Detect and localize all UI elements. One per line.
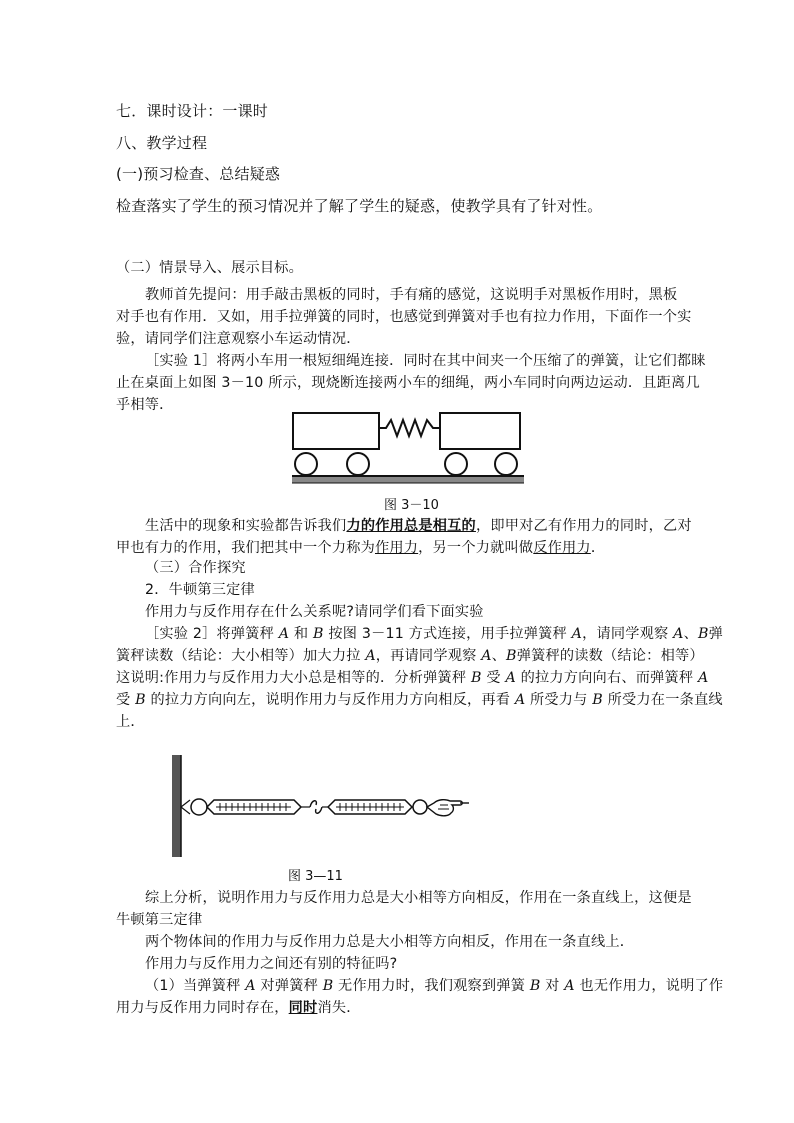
paragraph-life-line: 甲也有力的作用，我们把其中一个力称为作用力，另一个力就叫做反作用力． xyxy=(116,540,606,556)
subheading-cooperative-inquiry: （三）合作探究 xyxy=(145,560,246,576)
paragraph-summary-line: 综上分析，说明作用力与反作用力总是大小相等方向相反，作用在一条直线上，这便是 xyxy=(145,890,692,906)
spring-scale-a xyxy=(322,800,427,814)
item-newton-third-law: 2．牛顿第三定律 xyxy=(145,582,255,598)
subheading-preview-check: (一)预习检查、总结疑惑 xyxy=(116,165,281,183)
paragraph-exp2-line: 受 B 的拉力方向向左，说明作用力与反作用力方向相反，再看 A 所受力与 B 所受力在一条直线 xyxy=(116,692,723,708)
subheading-scenario-intro: （二）情景导入、展示目标。 xyxy=(116,260,304,276)
figure-spring-scales xyxy=(170,755,470,860)
paragraph-intro-line: 对手也有作用．又如，用手拉弹簧的同时，也感觉到弹簧对手也有拉力作用，下面作一个实 xyxy=(116,309,692,325)
table-surface xyxy=(292,476,524,483)
paragraph-intro-line: 教师首先提问：用手敲击黑板的同时，手有痛的感觉，这说明手对黑板作用时，黑板 xyxy=(145,287,678,303)
term-action-force: 作用力 xyxy=(374,540,419,556)
hand-icon xyxy=(427,800,469,816)
question-text: 作用力与反作用存在什么关系呢?请同学们看下面实验 xyxy=(145,604,484,620)
section-heading-8: 八、教学过程 xyxy=(116,134,208,152)
spring xyxy=(379,420,440,436)
term-reaction-force: 反作用力 xyxy=(533,540,591,556)
paragraph-exp1-line: 止在桌面上如图 3－10 所示，现烧断连接两小车的细绳，两小车同时向两边运动．且距离几 xyxy=(116,375,700,391)
paragraph-exp1-line: ［实验 1］将两小车用一根短细绳连接．同时在其中间夹一个压缩了的弹簧，让它们都睐 xyxy=(145,353,706,369)
figure-caption-3-11: 图 3—11 xyxy=(288,869,343,884)
law-statement: 两个物体间的作用力与反作用力总是大小相等方向相反，作用在一条直线上． xyxy=(145,934,635,950)
paragraph-exp1-line: 乎相等． xyxy=(116,397,174,413)
figure-carts-spring xyxy=(288,410,528,490)
paragraph-summary-line: 牛顿第三定律 xyxy=(116,912,203,928)
cart-left xyxy=(293,413,379,475)
paragraph-preview-check: 检查落实了学生的预习情况并了解了学生的疑惑，使教学具有了针对性。 xyxy=(116,197,603,215)
paragraph-intro-line: 验，请同学们注意观察小车运动情况． xyxy=(116,331,361,347)
paragraph-exp2-line: 簧秤读数（结论：大小相等）加大力拉 A，再请同学观察 A、B弹簧秤的读数（结论：相等） xyxy=(116,648,704,664)
wall xyxy=(172,755,181,857)
key-phrase-simultaneous: 同时 xyxy=(288,1000,318,1016)
section-heading-7: 七．课时设计：一课时 xyxy=(116,102,269,120)
figure-caption-3-10: 图 3－10 xyxy=(384,498,439,513)
question-more-features: 作用力与反作用力之间还有别的特征吗? xyxy=(145,956,398,972)
paragraph-life-line: 生活中的现象和实验都告诉我们力的作用总是相互的，即甲对乙有作用力的同时，乙对 xyxy=(145,518,692,534)
paragraph-exp2-line: 这说明:作用力与反作用力大小总是相等的．分析弹簧秤 B 受 A 的拉力方向向右、而弹簧秤 A xyxy=(116,670,709,686)
paragraph-exp2-line: ［实验 2］将弹簧秤 A 和 B 按图 3－11 方式连接，用手拉弹簧秤 A，请同学观察 A、B弹 xyxy=(145,626,723,642)
hook-connection xyxy=(310,801,322,814)
paragraph-exp2-line: 上． xyxy=(116,714,145,730)
paragraph-point1-line: （1）当弹簧秤 A 对弹簧秤 B 无作用力时，我们观察到弹簧 B 对 A 也无作用力，说明了作 xyxy=(145,978,724,994)
paragraph-point1-line: 用力与反作用力同时存在，同时消失． xyxy=(116,1000,361,1016)
spring-scale-b xyxy=(181,799,310,815)
cart-right xyxy=(440,413,520,475)
key-phrase-mutual-force: 力的作用总是相互的 xyxy=(346,518,476,534)
